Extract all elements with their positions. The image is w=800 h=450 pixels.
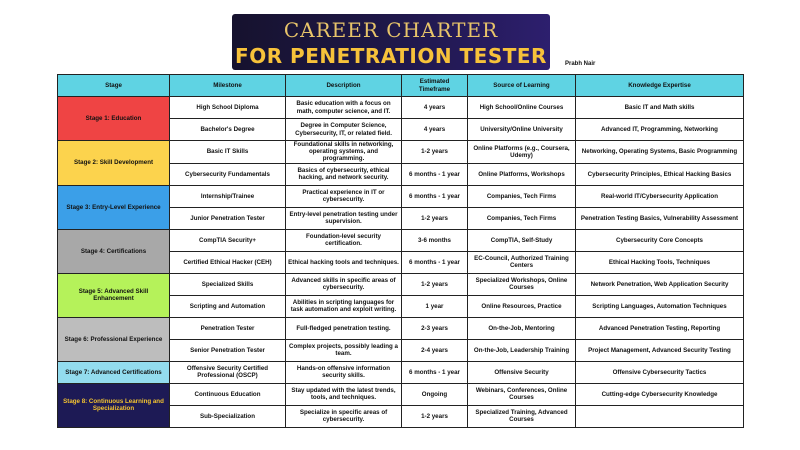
expertise-cell: Advanced IT, Programming, Networking [576,119,744,141]
milestone-cell: High School Diploma [170,97,286,119]
expertise-cell: Cybersecurity Core Concepts [576,229,744,251]
milestone-cell: Penetration Tester [170,317,286,339]
expertise-cell: Ethical Hacking Tools, Techniques [576,251,744,273]
column-header-timeframe: Estimated Timeframe [402,75,468,97]
expertise-cell: Basic IT and Math skills [576,97,744,119]
description-cell: Foundational skills in networking, operating systems, and programming. [286,141,402,164]
source-cell: Companies, Tech Firms [468,207,576,229]
expertise-cell: Advanced Penetration Testing, Reporting [576,317,744,339]
timeframe-cell: 3-6 months [402,229,468,251]
expertise-cell: Real-world IT/Cybersecurity Application [576,185,744,207]
milestone-cell: Junior Penetration Tester [170,207,286,229]
column-header-source: Source of Learning [468,75,576,97]
career-charter-table [57,74,744,428]
expertise-cell: Cybersecurity Principles, Ethical Hacking Basics [576,163,744,185]
table-row [58,361,744,383]
source-cell: On-the-Job, Leadership Training [468,339,576,361]
table-row [58,229,744,251]
milestone-cell: Continuous Education [170,383,286,405]
table-row [58,273,744,295]
description-cell: Basic education with a focus on math, computer science, and IT. [286,97,402,119]
expertise-cell: Network Penetration, Web Application Security [576,273,744,295]
column-header-description: Description [286,75,402,97]
source-cell: Online Platforms (e.g., Coursera, Udemy) [468,141,576,164]
milestone-cell: Senior Penetration Tester [170,339,286,361]
description-cell: Entry-level penetration testing under supervision. [286,207,402,229]
description-cell: Specialize in specific areas of cybersecurity. [286,405,402,427]
expertise-cell: Scripting Languages, Automation Techniques [576,295,744,317]
timeframe-cell: 1-2 years [402,207,468,229]
milestone-cell: Cybersecurity Fundamentals [170,163,286,185]
description-cell: Basics of cybersecurity, ethical hacking, and network security. [286,163,402,185]
source-cell: Specialized Training, Advanced Courses [468,405,576,427]
table-row [58,317,744,339]
description-cell: Abilities in scripting languages for task automation and exploit writing. [286,295,402,317]
source-cell: On-the-Job, Mentoring [468,317,576,339]
milestone-cell: Offensive Security Certified Professional (OSCP) [170,361,286,383]
description-cell: Ethical hacking tools and techniques. [286,251,402,273]
source-cell: Online Resources, Practice [468,295,576,317]
source-cell: Online Platforms, Workshops [468,163,576,185]
description-cell: Advanced skills in specific areas of cybersecurity. [286,273,402,295]
milestone-cell: Certified Ethical Hacker (CEH) [170,251,286,273]
timeframe-cell: 4 years [402,97,468,119]
stage-cell: Stage 3: Entry-Level Experience [58,185,170,229]
description-cell: Complex projects, possibly leading a team. [286,339,402,361]
description-cell: Practical experience in IT or cybersecurity. [286,185,402,207]
source-cell: High School/Online Courses [468,97,576,119]
title-line-1: CAREER CHARTER [283,18,499,42]
table-row [58,185,744,207]
source-cell: Offensive Security [468,361,576,383]
column-header-stage: Stage [58,75,170,97]
source-cell: Webinars, Conferences, Online Courses [468,383,576,405]
description-cell: Degree in Computer Science, Cybersecurity, IT, or related field. [286,119,402,141]
expertise-cell [576,405,744,427]
milestone-cell: Sub-Specialization [170,405,286,427]
milestone-cell: CompTIA Security+ [170,229,286,251]
description-cell: Full-fledged penetration testing. [286,317,402,339]
timeframe-cell: 1-2 years [402,273,468,295]
timeframe-cell: 6 months - 1 year [402,185,468,207]
source-cell: University/Online University [468,119,576,141]
source-cell: Companies, Tech Firms [468,185,576,207]
stage-cell: Stage 1: Education [58,97,170,141]
source-cell: EC-Council, Authorized Training Centers [468,251,576,273]
stage-cell: Stage 8: Continuous Learning and Specialization [58,383,170,427]
table-body [58,97,744,428]
timeframe-cell: 2-3 years [402,317,468,339]
timeframe-cell: 1-2 years [402,405,468,427]
description-cell: Stay updated with the latest trends, tools, and techniques. [286,383,402,405]
timeframe-cell: 6 months - 1 year [402,361,468,383]
stage-cell: Stage 2: Skill Development [58,141,170,186]
stage-cell: Stage 6: Professional Experience [58,317,170,361]
milestone-cell: Bachelor's Degree [170,119,286,141]
expertise-cell: Project Management, Advanced Security Testing [576,339,744,361]
title-banner [232,14,550,70]
milestone-cell: Specialized Skills [170,273,286,295]
stage-cell: Stage 5: Advanced Skill Enhancement [58,273,170,317]
expertise-cell: Cutting-edge Cybersecurity Knowledge [576,383,744,405]
timeframe-cell: 1 year [402,295,468,317]
expertise-cell: Offensive Cybersecurity Tactics [576,361,744,383]
timeframe-cell: 6 months - 1 year [402,251,468,273]
expertise-cell: Penetration Testing Basics, Vulnerability Assessment [576,207,744,229]
timeframe-cell: 6 months - 1 year [402,163,468,185]
milestone-cell: Scripting and Automation [170,295,286,317]
source-cell: CompTIA, Self-Study [468,229,576,251]
milestone-cell: Basic IT Skills [170,141,286,164]
expertise-cell: Networking, Operating Systems, Basic Programming [576,141,744,164]
table-row [58,141,744,164]
timeframe-cell: Ongoing [402,383,468,405]
timeframe-cell: 1-2 years [402,141,468,164]
author-name: Prabh Nair [565,61,596,67]
table-row [58,97,744,119]
table-header-row [58,75,744,97]
source-cell: Specialized Workshops, Online Courses [468,273,576,295]
column-header-milestone: Milestone [170,75,286,97]
stage-cell: Stage 4: Certifications [58,229,170,273]
table-row [58,383,744,405]
timeframe-cell: 2-4 years [402,339,468,361]
title-line-2: FOR PENETRATION TESTER [235,44,547,68]
milestone-cell: Internship/Trainee [170,185,286,207]
timeframe-cell: 4 years [402,119,468,141]
stage-cell: Stage 7: Advanced Certifications [58,361,170,383]
column-header-expertise: Knowledge Expertise [576,75,744,97]
description-cell: Foundation-level security certification. [286,229,402,251]
description-cell: Hands-on offensive information security skills. [286,361,402,383]
